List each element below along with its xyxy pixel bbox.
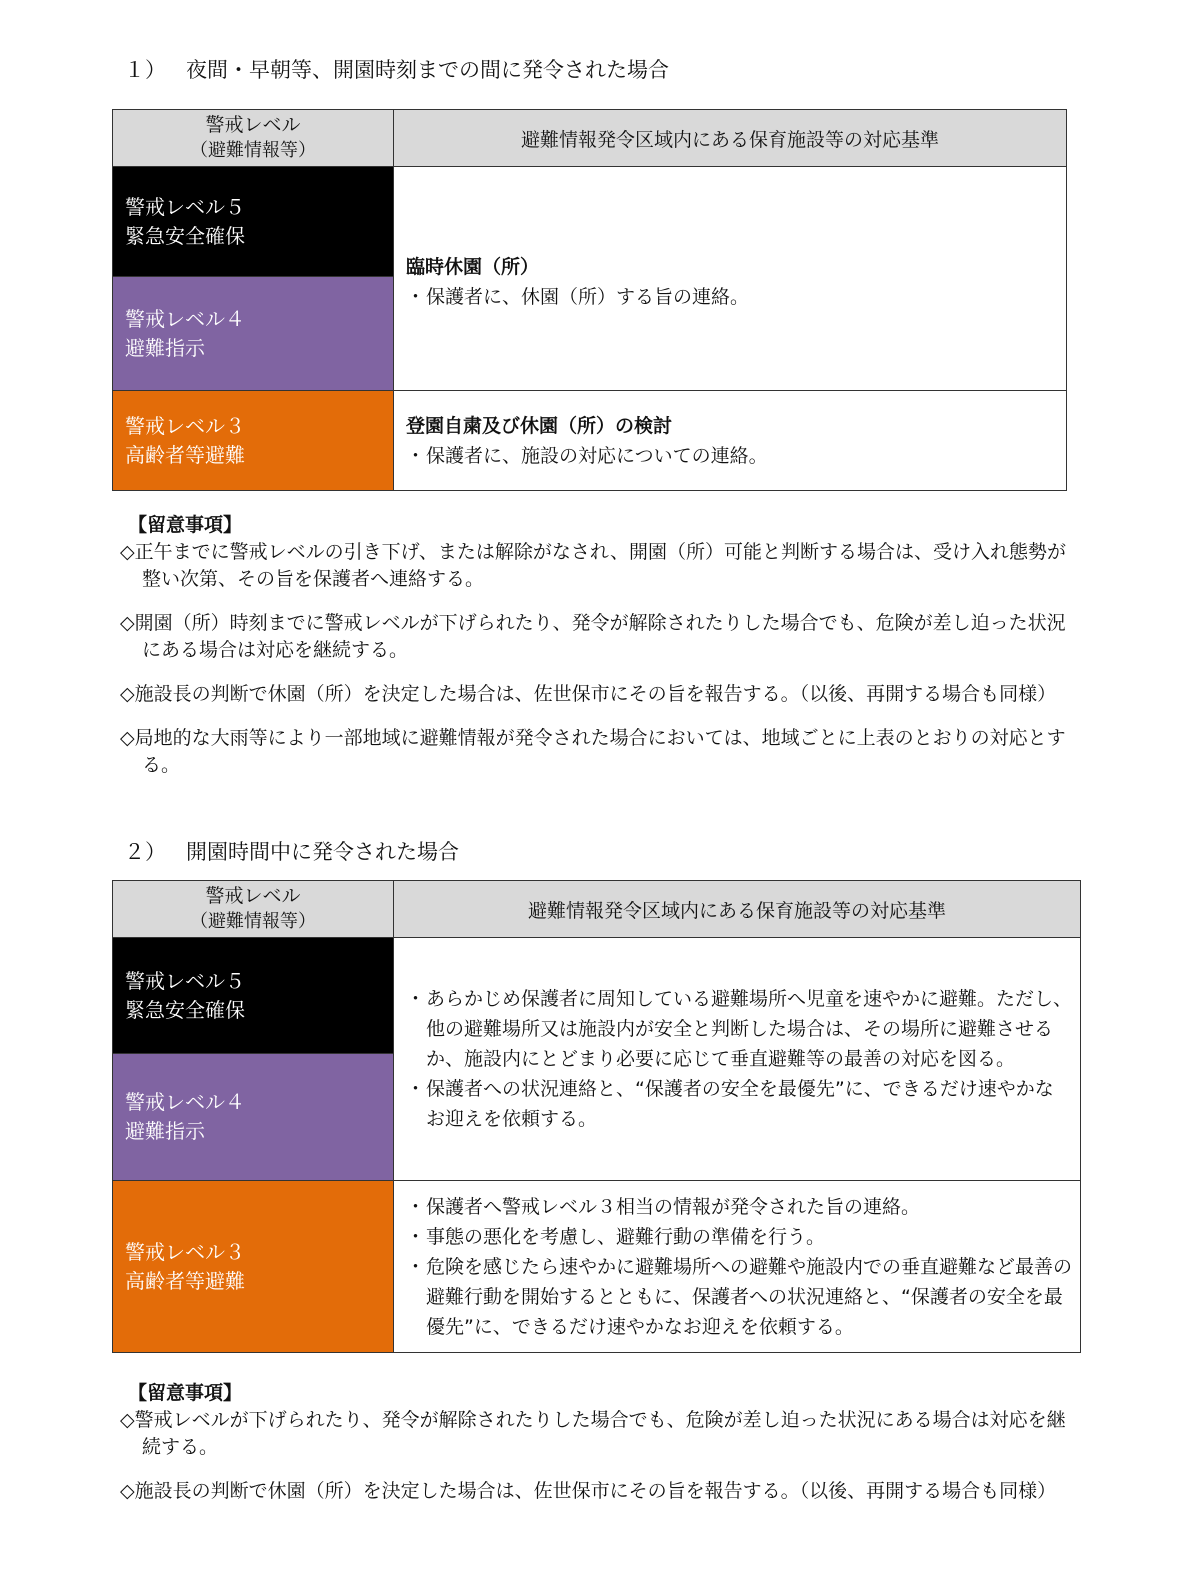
bullet-mark: ・ — [406, 1195, 426, 1218]
section1-notes — [120, 512, 1080, 796]
response-level45 — [394, 938, 1081, 1181]
section1-number: １） — [124, 58, 166, 82]
level4-sub: 避難指示 — [125, 335, 205, 360]
header-level-label: 警戒レベル — [205, 114, 301, 136]
bullet-text: 保護者に、施設の対応についての連絡。 — [426, 444, 768, 467]
response-heading: 登園自粛及び休園（所）の検討 — [406, 414, 673, 437]
bullet-mark: ・ — [406, 1225, 426, 1248]
bullet-mark: ・ — [406, 1078, 426, 1100]
level4-name: 警戒レベル４ — [125, 306, 245, 331]
note-item: ◇施設長の判断で休園（所）を決定した場合は、佐世保市にその旨を報告する。（以後、再開する場合も同様） — [120, 683, 1057, 705]
note-item: ◇警戒レベルが下げられたり、発令が解除されたりした場合でも、危険が差し迫った状況にある場合は対応を継続する。 — [120, 1409, 1066, 1458]
response-level45 — [394, 167, 1067, 391]
section1-title-text: 夜間・早朝等、開園時刻までの間に発令された場合 — [186, 58, 669, 82]
level4-name: 警戒レベル４ — [125, 1090, 245, 1114]
bullet-mark: ・ — [406, 285, 426, 308]
table-row — [113, 938, 1081, 1054]
note-item: ◇正午までに警戒レベルの引き下げ、または解除がなされ、開園（所）可能と判断する場合は、受け入れ態勢が整い次第、その旨を保護者へ連絡する。 — [120, 541, 1066, 590]
table-row — [113, 167, 1067, 277]
bullet-text: 保護者へ警戒レベル３相当の情報が発令された旨の連絡。 — [426, 1195, 921, 1218]
response-bullet — [406, 984, 1072, 1074]
response-bullet — [406, 1074, 1072, 1134]
bullet-text: 危険を感じたら速やかに避難場所への避難や施設内での垂直避難など最善の避難行動を開始するとともに、保護者への状況連絡と、“保護者の安全を最優先”に、できるだけ速やかなお迎えを依頼する。 — [426, 1255, 1073, 1338]
header-level-sub: （避難情報等） — [190, 911, 316, 932]
level5-name: 警戒レベル５ — [125, 194, 245, 219]
level3-sub: 高齢者等避難 — [125, 442, 245, 467]
table-header-row — [113, 881, 1081, 938]
bullet-text: 事態の悪化を考慮し、避難行動の準備を行う。 — [426, 1225, 826, 1248]
bullet-mark: ・ — [406, 988, 426, 1010]
header-level-label: 警戒レベル — [205, 885, 301, 907]
level3-cell — [113, 1181, 394, 1353]
bullet-text: 保護者への状況連絡と、“保護者の安全を最優先”に、できるだけ速やかなお迎えを依頼する。 — [426, 1078, 1054, 1130]
response-bullet — [406, 441, 1058, 471]
response-bullet — [406, 1222, 1072, 1252]
table-row — [113, 391, 1067, 491]
level3-name: 警戒レベル３ — [125, 1239, 245, 1264]
header-criteria: 避難情報発令区域内にある保育施設等の対応基準 — [394, 110, 1067, 167]
bullet-text: 保護者に、休園（所）する旨の連絡。 — [426, 285, 750, 308]
level5-name: 警戒レベル５ — [125, 968, 245, 993]
level5-cell — [113, 938, 394, 1054]
table-header-row — [113, 110, 1067, 167]
response-bullet — [406, 1252, 1072, 1342]
response-bullet — [406, 1192, 1072, 1222]
level5-sub: 緊急安全確保 — [125, 223, 245, 248]
header-level — [113, 881, 394, 938]
response-level3 — [394, 391, 1067, 491]
level4-cell — [113, 1054, 394, 1181]
level4-sub: 避難指示 — [125, 1119, 205, 1143]
level4-cell — [113, 277, 394, 391]
bullet-mark: ・ — [406, 1255, 426, 1278]
section2-table — [112, 880, 1081, 1353]
header-criteria: 避難情報発令区域内にある保育施設等の対応基準 — [394, 881, 1081, 938]
level5-sub: 緊急安全確保 — [125, 997, 245, 1022]
response-bullet — [406, 282, 1058, 312]
level3-name: 警戒レベル３ — [125, 413, 245, 438]
bullet-text: あらかじめ保護者に周知している避難場所へ児童を速やかに避難。ただし、他の避難場所又は施設内が安全と判断した場合は、その場所に避難させるか、施設内にとどまり必要に応じて垂直避難等の最善の対応を図る。 — [426, 988, 1073, 1070]
section2-title-text: 開園時間中に発令された場合 — [186, 840, 459, 864]
section1-table — [112, 109, 1067, 491]
response-level3 — [394, 1181, 1081, 1353]
bullet-mark: ・ — [406, 444, 426, 467]
table-row — [113, 1181, 1081, 1353]
note-item: ◇開園（所）時刻までに警戒レベルが下げられたり、発令が解除されたりした場合でも、危険が差し迫った状況にある場合は対応を継続する。 — [120, 612, 1066, 661]
header-level-sub: （避難情報等） — [190, 140, 316, 161]
response-heading: 臨時休園（所） — [406, 255, 540, 278]
notes-heading: 【留意事項】 — [128, 514, 243, 536]
level3-cell — [113, 391, 394, 491]
note-item: ◇局地的な大雨等により一部地域に避難情報が発令された場合においては、地域ごとに上表のとおりの対応とする。 — [120, 727, 1066, 776]
notes-heading: 【留意事項】 — [128, 1382, 243, 1404]
level3-sub: 高齢者等避難 — [125, 1268, 245, 1293]
section1-title — [124, 54, 669, 84]
section2-notes — [120, 1380, 1080, 1522]
header-level — [113, 110, 394, 167]
note-item: ◇施設長の判断で休園（所）を決定した場合は、佐世保市にその旨を報告する。（以後、再開する場合も同様） — [120, 1480, 1057, 1502]
section2-number: ２） — [124, 840, 166, 864]
section2-title — [124, 836, 459, 866]
level5-cell — [113, 167, 394, 277]
